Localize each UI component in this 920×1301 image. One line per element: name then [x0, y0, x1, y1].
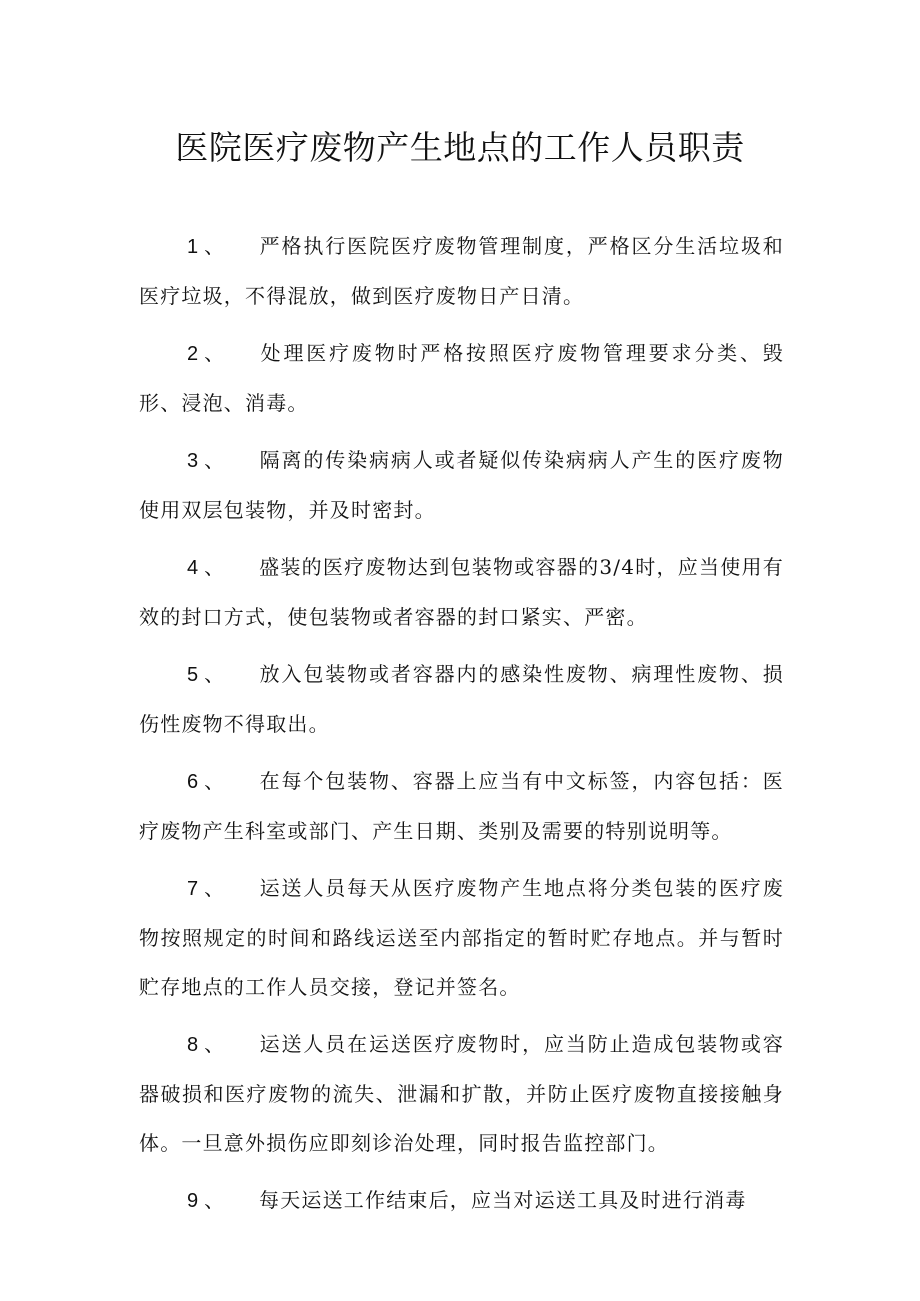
item-text: 运送人员在运送医疗废物时，应当防止造成包装物或容器破损和医疗废物的流失、泄漏和扩散，并防止医疗废物直接接触身体。一旦意外损伤应即刻诊治处理，同时报告监控部门。	[139, 1032, 784, 1155]
item-number: 9 、	[187, 1190, 225, 1212]
duty-item-8	[139, 1020, 784, 1168]
duty-item-5	[139, 650, 784, 749]
item-number: 2 、	[187, 343, 225, 365]
duty-item-7	[139, 864, 784, 1012]
duty-item-1	[139, 222, 784, 321]
item-number: 3 、	[187, 450, 225, 472]
item-number: 8 、	[187, 1034, 225, 1056]
duty-item-3	[139, 436, 784, 535]
item-text: 每天运送工作结束后，应当对运送工具及时进行消毒	[259, 1188, 747, 1212]
duty-item-2	[139, 329, 784, 428]
item-number: 1 、	[187, 236, 225, 258]
item-text: 在每个包装物、容器上应当有中文标签，内容包括：医疗废物产生科室或部门、产生日期、类别及需要的特别说明等。	[139, 769, 784, 843]
item-text: 处理医疗废物时严格按照医疗废物管理要求分类、毁形、浸泡、消毒。	[139, 341, 784, 415]
item-text: 隔离的传染病病人或者疑似传染病病人产生的医疗废物使用双层包装物，并及时密封。	[139, 448, 784, 522]
item-number: 7 、	[187, 878, 225, 900]
item-text: 盛装的医疗废物达到包装物或容器的3/4时，应当使用有效的封口方式，使包装物或者容器的封口紧实、严密。	[139, 555, 784, 629]
duty-item-9	[139, 1176, 784, 1226]
item-number: 4 、	[187, 557, 225, 579]
item-number: 5 、	[187, 664, 225, 686]
item-text: 运送人员每天从医疗废物产生地点将分类包装的医疗废物按照规定的时间和路线运送至内部指定的暂时贮存地点。并与暂时贮存地点的工作人员交接，登记并签名。	[139, 876, 784, 999]
item-text: 放入包装物或者容器内的感染性废物、病理性废物、损伤性废物不得取出。	[139, 662, 784, 736]
document-title: 医院医疗废物产生地点的工作人员职责	[175, 128, 745, 167]
item-text: 严格执行医院医疗废物管理制度，严格区分生活垃圾和医疗垃圾，不得混放，做到医疗废物日产日清。	[139, 234, 784, 308]
duty-list	[139, 222, 784, 1234]
duty-item-4	[139, 543, 784, 642]
item-number: 6 、	[187, 771, 225, 793]
duty-item-6	[139, 757, 784, 856]
